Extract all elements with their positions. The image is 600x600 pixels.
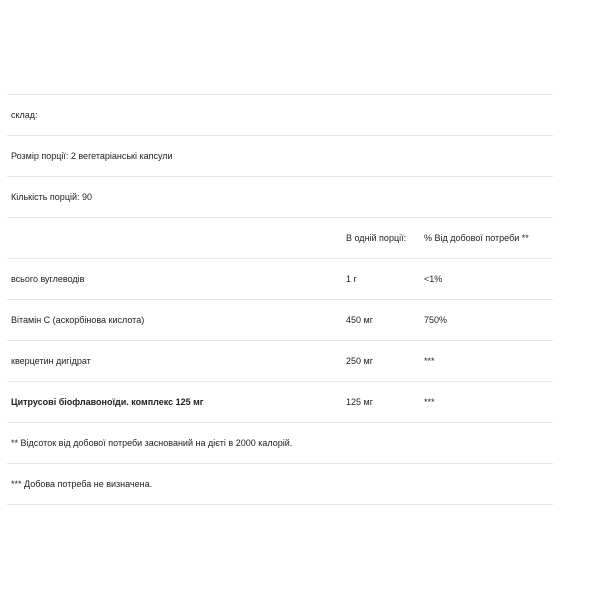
nutrient-name: кверцетин дигідрат bbox=[11, 356, 91, 366]
table-row bbox=[7, 259, 553, 300]
nutrient-name: Вітамін С (аскорбінова кислота) bbox=[11, 315, 145, 325]
header-daily-value: % Від добової потреби ** bbox=[424, 233, 529, 243]
nutrient-daily-value: *** bbox=[424, 356, 435, 366]
servings-count-row bbox=[7, 177, 553, 218]
header-amount-per-serving: В одній порції: bbox=[346, 233, 407, 243]
composition-label: склад: bbox=[11, 110, 38, 120]
nutrient-amount: 125 мг bbox=[346, 397, 373, 407]
table-row bbox=[7, 341, 553, 382]
nutrient-daily-value: <1% bbox=[424, 274, 443, 284]
table-row bbox=[7, 382, 553, 423]
footnote-daily-value-basis: ** Відсоток від добової потреби заснований на дієті в 2000 калорій. bbox=[11, 438, 293, 448]
table-row bbox=[7, 300, 553, 341]
servings-count-text: Кількість порцій: 90 bbox=[11, 192, 93, 202]
nutrient-daily-value: *** bbox=[424, 397, 435, 407]
serving-size-row bbox=[7, 136, 553, 177]
nutrient-name: всього вуглеводів bbox=[11, 274, 85, 284]
nutrient-daily-value: 750% bbox=[424, 315, 448, 325]
footnote-row bbox=[7, 464, 553, 505]
table-header-row bbox=[7, 218, 553, 259]
nutrient-amount: 450 мг bbox=[346, 315, 373, 325]
composition-row bbox=[7, 95, 553, 136]
footnote-not-established: *** Добова потреба не визначена. bbox=[11, 479, 153, 489]
nutrient-amount: 1 г bbox=[346, 274, 357, 284]
serving-size-text: Розмір порції: 2 вегетаріанські капсули bbox=[11, 151, 173, 161]
nutrient-amount: 250 мг bbox=[346, 356, 373, 366]
nutrient-name: Цитрусові біофлавоноїди. комплекс 125 мг bbox=[11, 397, 204, 407]
footnote-row bbox=[7, 423, 553, 464]
supplement-facts-table bbox=[7, 94, 553, 505]
